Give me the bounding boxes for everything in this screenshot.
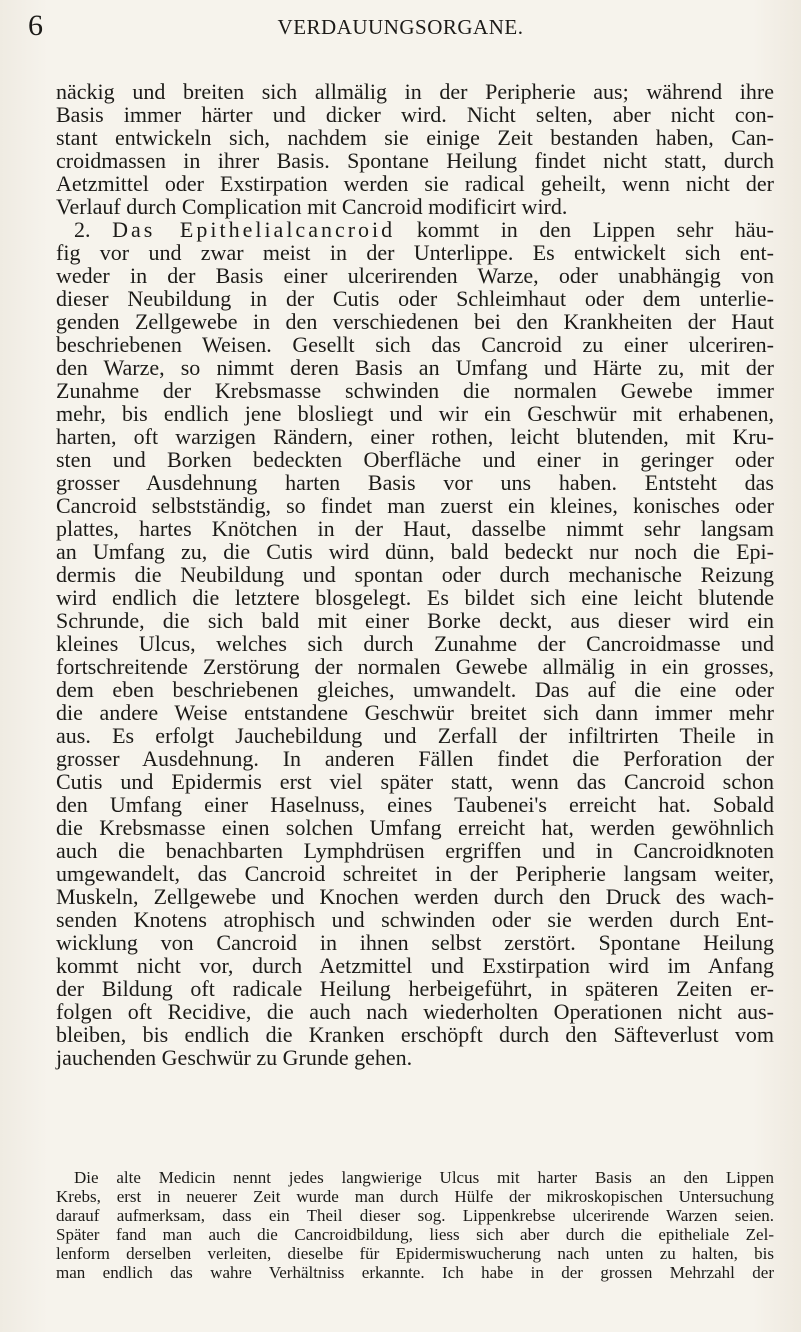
running-head: VERDAUUNGSORGANE. bbox=[277, 15, 524, 39]
footnote bbox=[56, 1168, 774, 1282]
text-line: Verlauf durch Complication mit Cancroid modificirt wird. bbox=[56, 194, 568, 219]
text-line: näckig und breiten sich allmälig in der Peripherie aus; während ihre bbox=[56, 79, 774, 104]
text-line: Cancroid selbstständig, so findet man zuerst ein kleines, konisches oder bbox=[56, 493, 774, 518]
footnote-line: Krebs, erst in neuerer Zeit wurde man durch Hülfe der mikroskopischen Untersuchung bbox=[56, 1187, 774, 1206]
text-line: dieser Neubildung in der Cutis oder Schleimhaut oder dem unterlie- bbox=[56, 286, 774, 311]
heading-line-rest: kommt in den Lippen sehr häu- bbox=[416, 217, 774, 242]
text-line: die andere Weise entstandene Geschwür breitet sich dann immer mehr bbox=[56, 700, 774, 725]
text-line: dem eben beschriebenen gleiches, umwandelt. Das auf die eine oder bbox=[56, 677, 774, 702]
text-line: beschriebenen Weisen. Gesellt sich das Cancroid zu einer ulceriren- bbox=[56, 332, 774, 357]
text-line: aus. Es erfolgt Jauchebildung und Zerfall der infiltrirten Theile in bbox=[56, 723, 774, 748]
text-line: mehr, bis endlich jene blosliegt und wir ein Geschwür mit erhabenen, bbox=[56, 401, 774, 426]
text-line: stant entwickeln sich, nachdem sie einige Zeit bestanden haben, Can- bbox=[56, 125, 774, 150]
text-line: bleiben, bis endlich die Kranken erschöpft durch den Säfteverlust vom bbox=[56, 1022, 774, 1047]
text-line: Muskeln, Zellgewebe und Knochen werden durch den Druck des wach- bbox=[56, 884, 774, 909]
text-line: kommt nicht vor, durch Aetzmittel und Exstirpation wird im Anfang bbox=[56, 953, 774, 978]
text-line: wicklung von Cancroid in ihnen selbst zerstört. Spontane Heilung bbox=[56, 930, 774, 955]
footnote-line: Später fand man auch die Cancroidbildung, liess sich aber durch die epitheliale Zel- bbox=[56, 1225, 774, 1244]
footnote-line: darauf aufmerksam, dass ein Theil dieser sog. Lippenkrebse ulcerirende Warzen seien. bbox=[56, 1206, 774, 1225]
footnote-line: Die alte Medicin nennt jedes langwierige Ulcus mit harter Basis an den Lippen bbox=[74, 1168, 774, 1187]
text-line: Aetzmittel oder Exstirpation werden sie radical geheilt, wenn nicht der bbox=[56, 171, 774, 196]
text-line: harten, oft warzigen Rändern, einer rothen, leicht blutenden, mit Kru- bbox=[56, 424, 774, 449]
footnote-line: lenform derselben verleiten, dieselbe für Epidermiswucherung nach unten zu halten, bis bbox=[56, 1244, 774, 1263]
text-line: fortschreitende Zerstörung der normalen Gewebe allmälig in ein grosses, bbox=[56, 654, 774, 679]
text-line: grosser Ausdehnung harten Basis vor uns haben. Entsteht das bbox=[56, 470, 774, 495]
text-line: Zunahme der Krebsmasse schwinden die normalen Gewebe immer bbox=[56, 378, 774, 403]
paragraph-2 bbox=[56, 218, 774, 1069]
footnote-line: man endlich das wahre Verhältniss erkannte. Ich habe in der grossen Mehrzahl der bbox=[56, 1263, 774, 1282]
text-line: die Krebsmasse einen solchen Umfang erreicht hat, werden gewöhnlich bbox=[56, 815, 774, 840]
text-line: den Warze, so nimmt deren Basis an Umfang und Härte zu, mit der bbox=[56, 355, 774, 380]
section-number: 2. bbox=[74, 217, 91, 242]
text-line: genden Zellgewebe in den verschiedenen bei den Krankheiten der Haut bbox=[56, 309, 774, 334]
text-line: dermis die Neubildung und spontan oder durch mechanische Reizung bbox=[56, 562, 774, 587]
text-line: wird endlich die letztere blosgelegt. Es bildet sich eine leicht blutende bbox=[56, 585, 774, 610]
text-line: folgen oft Recidive, die auch nach wiederholten Operationen nicht aus- bbox=[56, 999, 774, 1024]
text-line: an Umfang zu, die Cutis wird dünn, bald bedeckt nur noch die Epi- bbox=[56, 539, 774, 564]
section-heading: Das Epithelialcancroid bbox=[112, 217, 396, 242]
text-line: senden Knotens atrophisch und schwinden oder sie werden durch Ent- bbox=[56, 907, 774, 932]
text-line: croidmassen in ihrer Basis. Spontane Heilung findet nicht statt, durch bbox=[56, 148, 774, 173]
text-line: fig vor und zwar meist in der Unterlippe. Es entwickelt sich ent- bbox=[56, 240, 774, 265]
page-header bbox=[0, 6, 801, 46]
page-number: 6 bbox=[28, 9, 43, 42]
text-line: jauchenden Geschwür zu Grunde gehen. bbox=[56, 1045, 413, 1070]
text-line: plattes, hartes Knötchen in der Haut, dasselbe nimmt sehr langsam bbox=[56, 516, 774, 541]
section-heading-line bbox=[56, 218, 774, 241]
text-line: der Bildung oft radicale Heilung herbeigeführt, in späteren Zeiten er- bbox=[56, 976, 774, 1001]
text-line: umgewandelt, das Cancroid schreitet in der Peripherie langsam weiter, bbox=[56, 861, 774, 886]
text-line: sten und Borken bedeckten Oberfläche und einer in geringer oder bbox=[56, 447, 774, 472]
paragraph-1 bbox=[56, 80, 774, 218]
body-text bbox=[56, 80, 774, 1069]
text-line: den Umfang einer Haselnuss, eines Taubenei's erreicht hat. Sobald bbox=[56, 792, 774, 817]
text-line: Basis immer härter und dicker wird. Nicht selten, aber nicht con- bbox=[56, 102, 774, 127]
text-line: Schrunde, die sich bald mit einer Borke deckt, aus dieser wird ein bbox=[56, 608, 774, 633]
text-line: Cutis und Epidermis erst viel später statt, wenn das Cancroid schon bbox=[56, 769, 774, 794]
text-line: auch die benachbarten Lymphdrüsen ergriffen und in Cancroidknoten bbox=[56, 838, 774, 863]
text-line: weder in der Basis einer ulcerirenden Warze, oder unabhängig von bbox=[56, 263, 774, 288]
text-line: kleines Ulcus, welches sich durch Zunahme der Cancroidmasse und bbox=[56, 631, 774, 656]
text-line: grosser Ausdehnung. In anderen Fällen findet die Perforation der bbox=[56, 746, 774, 771]
